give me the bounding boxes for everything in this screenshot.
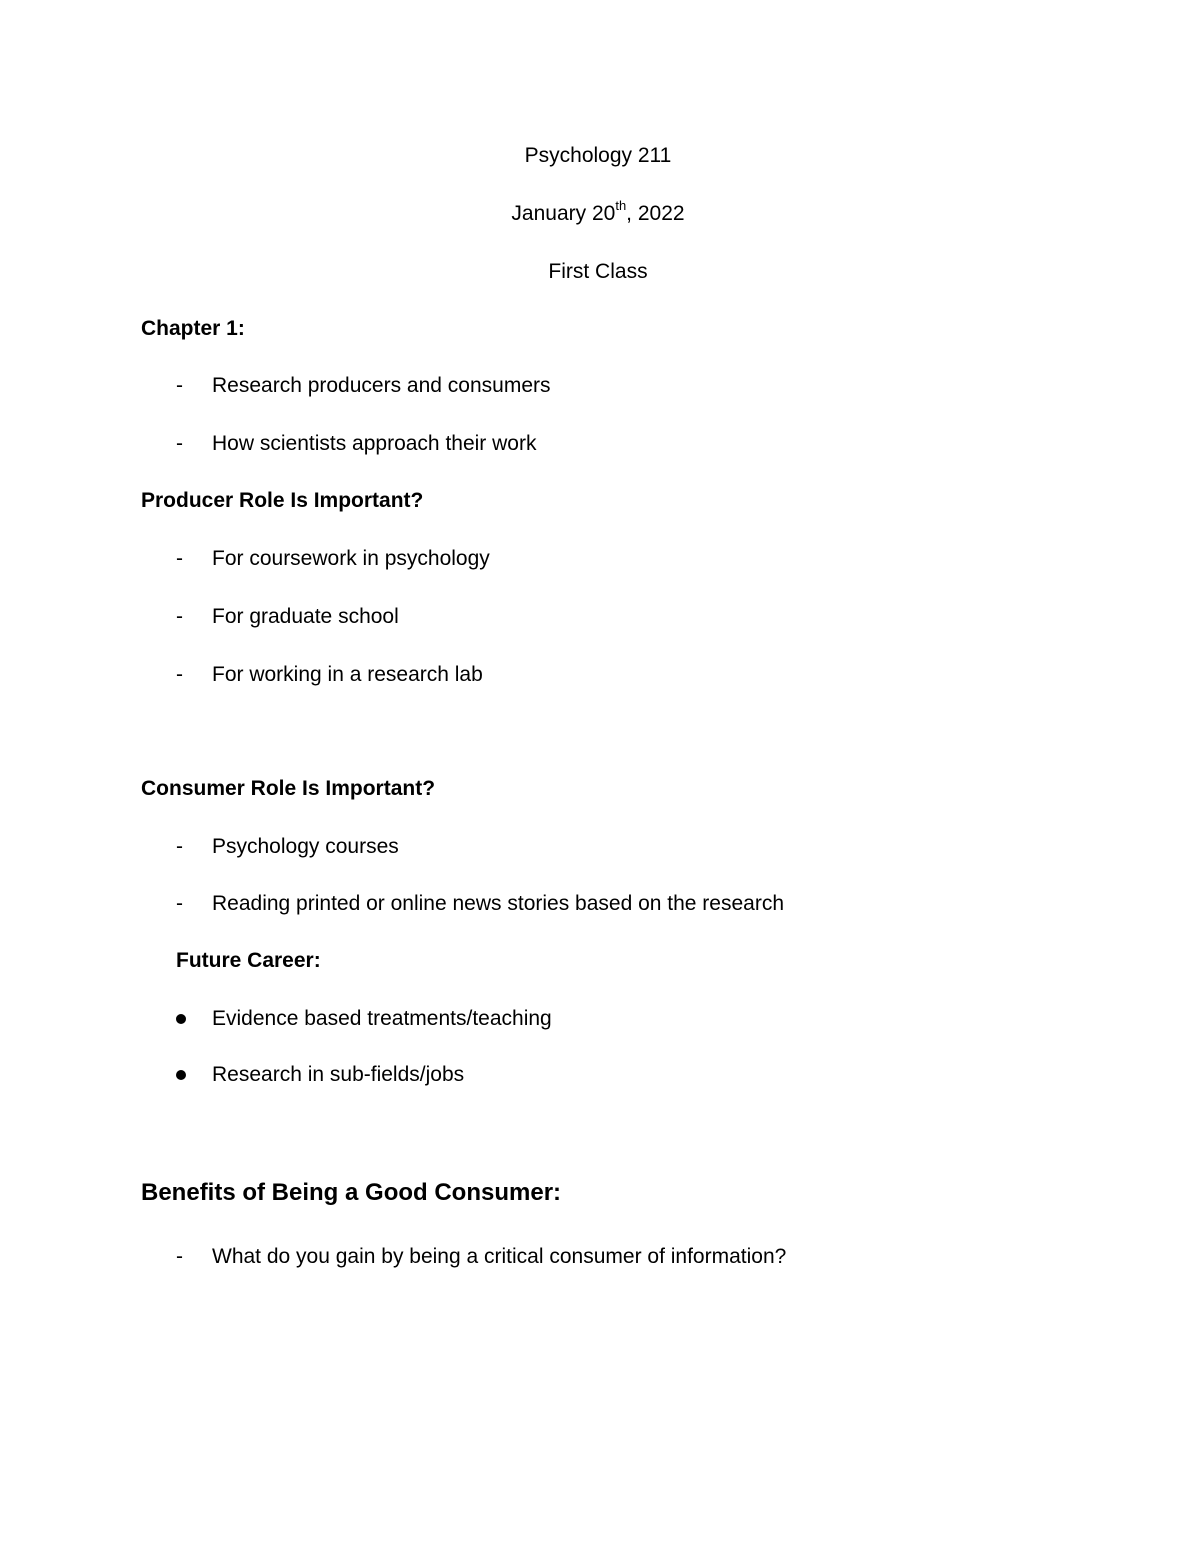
dash-marker: - (176, 374, 183, 397)
dash-marker: - (176, 1245, 183, 1268)
course-title: Psychology 211 (524, 144, 672, 167)
consumer-item: Reading printed or online news stories based on the research (212, 892, 785, 915)
consumer-heading: Consumer Role Is Important? (141, 777, 436, 800)
date-suffix: , 2022 (626, 202, 685, 225)
dash-marker: - (176, 547, 183, 570)
chapter-heading: Chapter 1: (141, 317, 245, 340)
benefits-heading: Benefits of Being a Good Consumer: (141, 1179, 562, 1206)
chapter-item: Research producers and consumers (212, 374, 551, 397)
future-career-item: Research in sub-fields/jobs (212, 1063, 465, 1086)
dash-marker: - (176, 835, 183, 858)
future-career-heading: Future Career: (176, 949, 321, 972)
bullet-icon (176, 1070, 186, 1080)
consumer-item: Psychology courses (212, 835, 399, 858)
dash-marker: - (176, 892, 183, 915)
producer-heading: Producer Role Is Important? (141, 489, 424, 512)
benefits-item: What do you gain by being a critical consumer of information? (212, 1245, 787, 1268)
date-ordinal: th (615, 198, 627, 213)
bullet-icon (176, 1014, 186, 1024)
future-career-item: Evidence based treatments/teaching (212, 1007, 552, 1030)
date-prefix: January 20 (511, 202, 616, 225)
dash-marker: - (176, 432, 183, 455)
chapter-item: How scientists approach their work (212, 432, 537, 455)
lecture-date (0, 198, 1196, 227)
producer-item: For coursework in psychology (212, 547, 490, 570)
session-title: First Class (548, 260, 648, 283)
dash-marker: - (176, 605, 183, 628)
dash-marker: - (176, 663, 183, 686)
producer-item: For graduate school (212, 605, 399, 628)
producer-item: For working in a research lab (212, 663, 483, 686)
